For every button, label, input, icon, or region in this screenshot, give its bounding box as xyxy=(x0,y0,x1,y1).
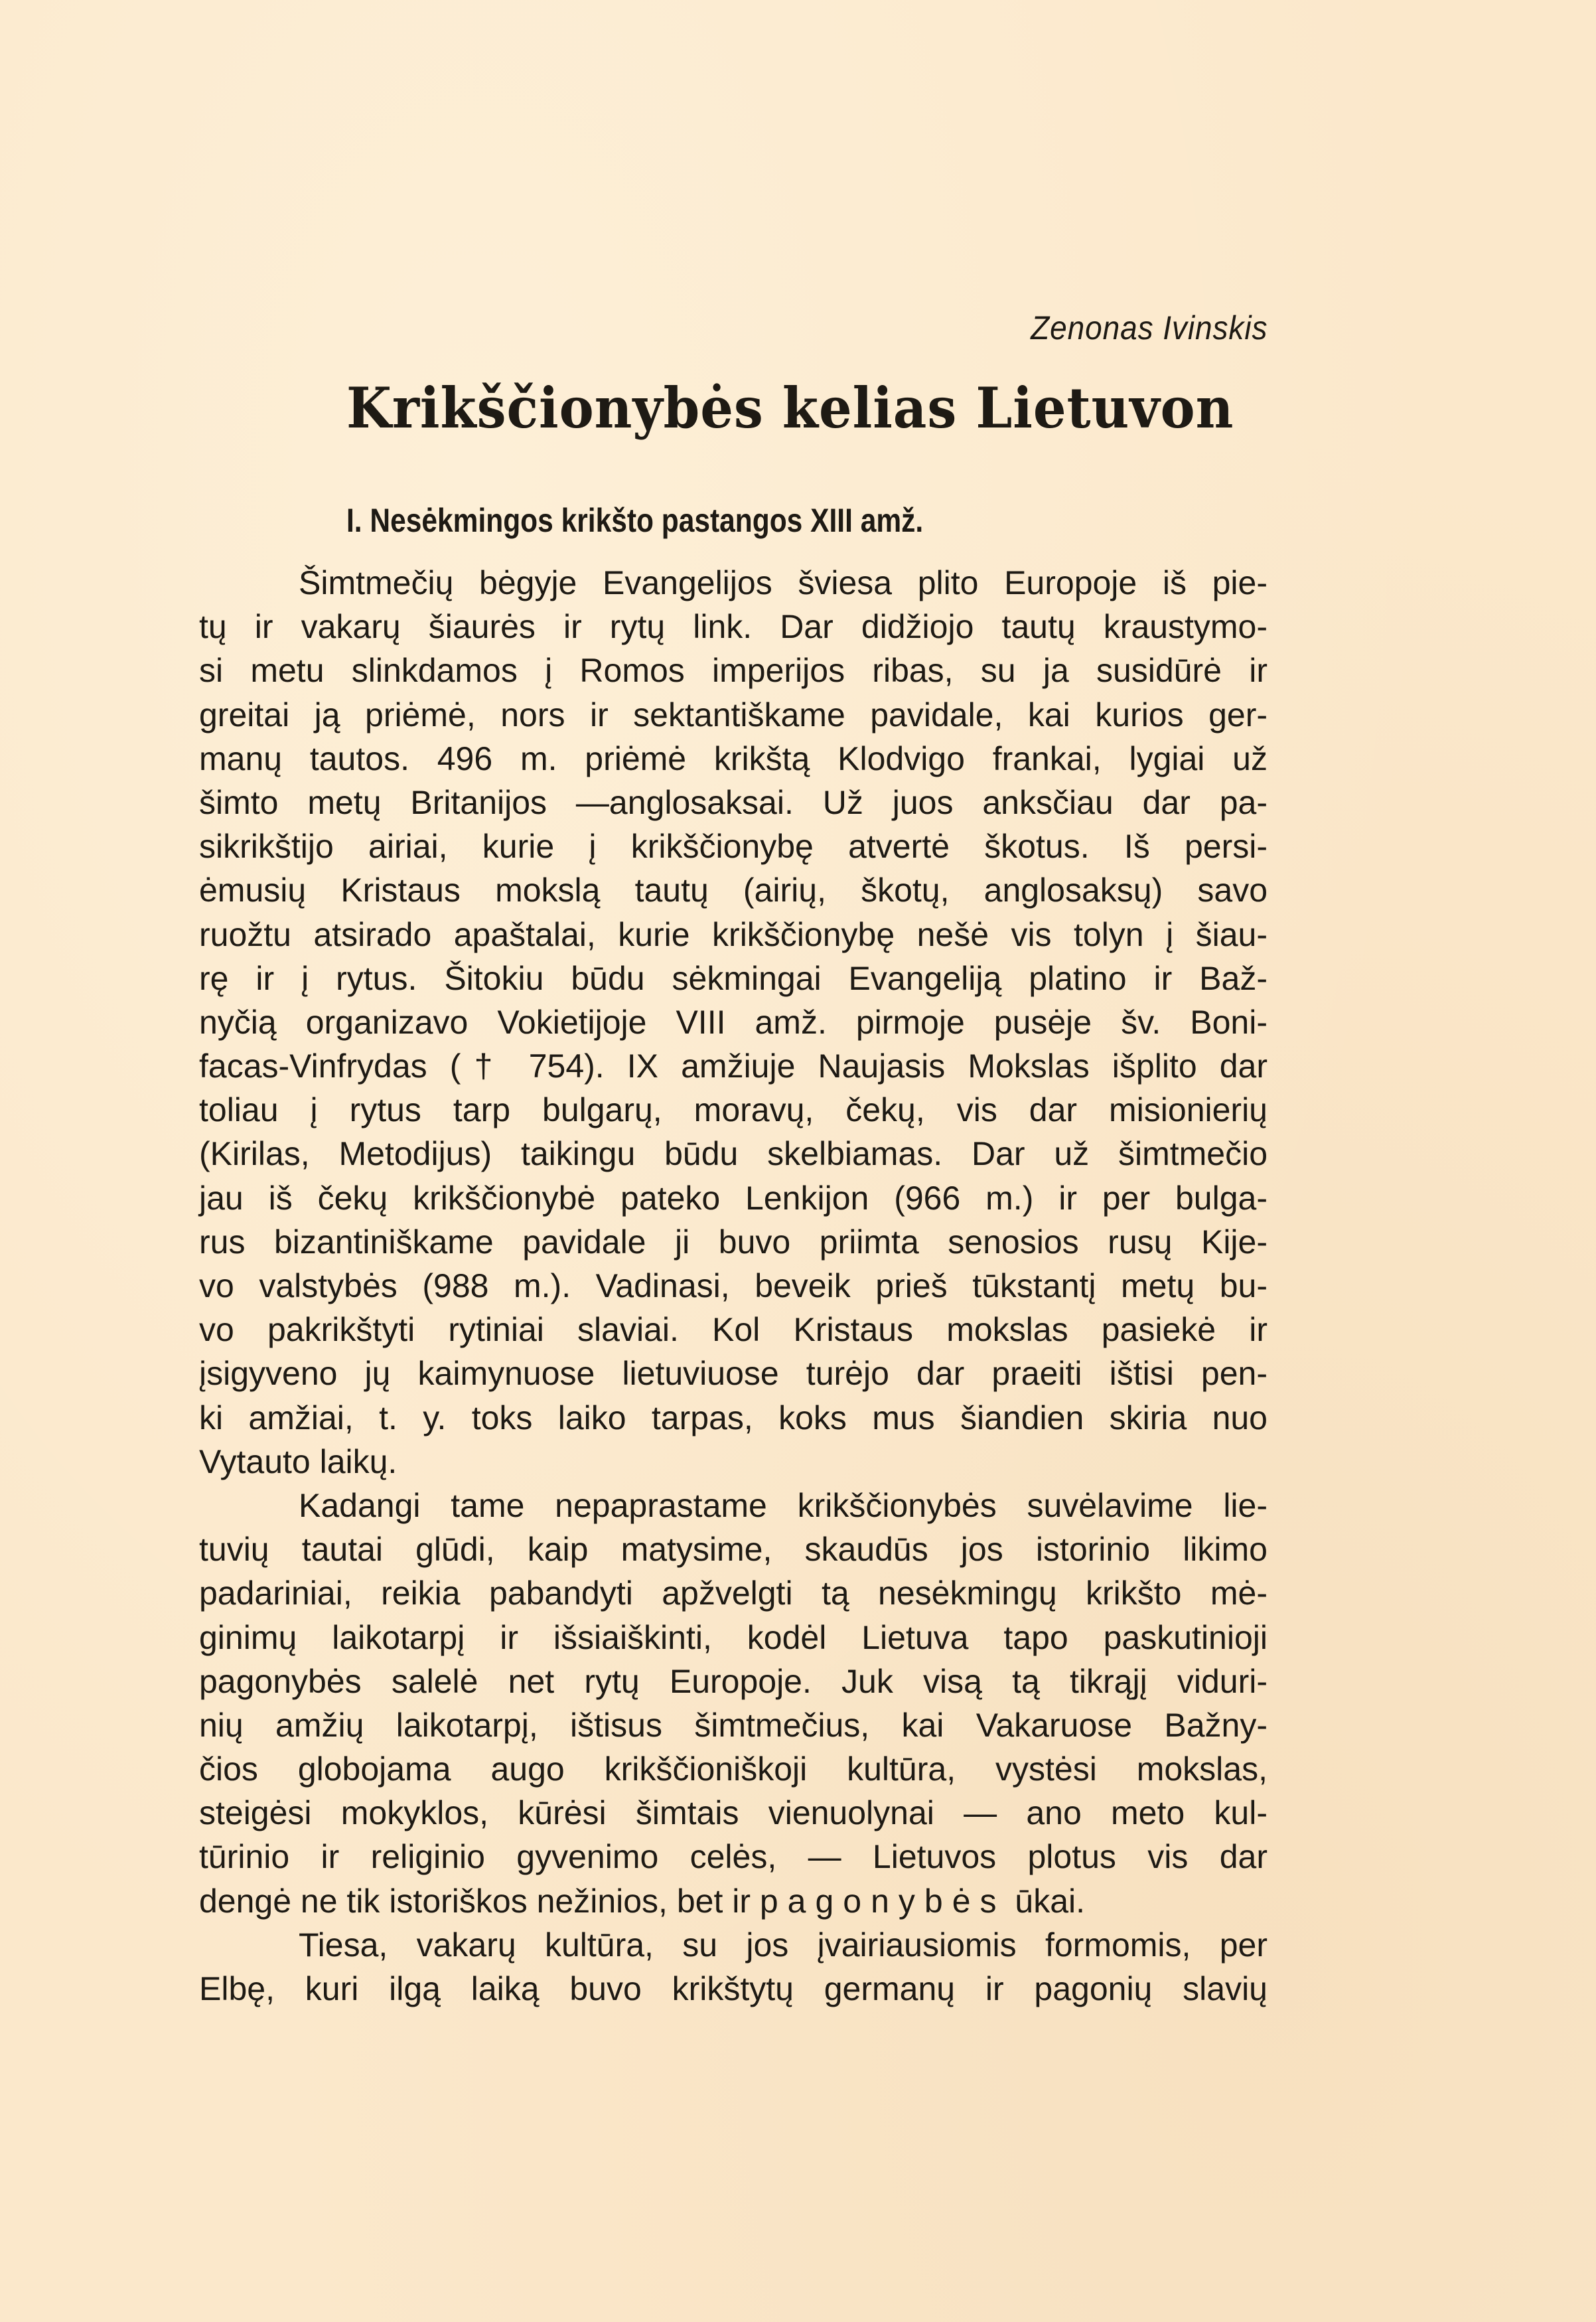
text-line: ki amžiai, t. y. toks laiko tarpas, koks mus šiandien skiria nuo xyxy=(199,1399,1268,1436)
text-line: ginimų laikotarpį ir išsiaiškinti, kodėl Lietuva tapo paskutinioji xyxy=(199,1618,1268,1656)
text-line: sikrikštijo airiai, kurie į krikščionybę atvertė škotus. Iš persi- xyxy=(199,828,1268,866)
paragraph xyxy=(199,561,1268,1484)
text-line: jau iš čekų krikščionybė pateko Lenkijon (966 m.) ir per bulga- xyxy=(199,1179,1268,1217)
text-line: vo valstybės (988 m.). Vadinasi, beveik prieš tūkstantį metų bu- xyxy=(199,1267,1268,1304)
text-line: ruožtu atsirado apaštalai, kurie krikščionybę nešė vis tolyn į šiau- xyxy=(199,915,1268,953)
paragraph xyxy=(199,1484,1268,1923)
text-line: toliau į rytus tarp bulgarų, moravų, čekų, vis dar misionierių xyxy=(199,1091,1268,1129)
text-line: nių amžių laikotarpį, ištisus šimtmečius, kai Vakaruose Bažny- xyxy=(199,1706,1268,1744)
text-line: rę ir į rytus. Šitokiu būdu sėkmingai Evangeliją platino ir Baž- xyxy=(199,959,1268,997)
text-line: Vytauto laikų. xyxy=(199,1442,398,1480)
text-line: manų tautos. 496 m. priėmė krikštą Klodvigo frankai, lygiai už xyxy=(199,739,1268,777)
text-line: (Kirilas, Metodijus) taikingu būdu skelbiamas. Dar už šimtmečio xyxy=(199,1135,1268,1173)
text-line: padariniai, reikia pabandyti apžvelgti tą nesėkmingų krikšto mė- xyxy=(199,1575,1268,1612)
text-line: greitai ją priėmė, nors ir sektantiškame pavidale, kai kurios ger- xyxy=(199,696,1268,734)
article-body xyxy=(199,561,1268,2011)
text-line: įsigyveno jų kaimynuose lietuviuose turėjo dar praeiti ištisi pen- xyxy=(199,1355,1268,1393)
paragraph xyxy=(199,1923,1268,2011)
text-line: tūrinio ir religinio gyvenimo celės, — Lietuvos plotus vis dar xyxy=(199,1838,1268,1876)
text-line: Šimtmečių bėgyje Evangelijos šviesa plito Europoje iš pie- xyxy=(299,564,1268,601)
text-line: facas-Vinfrydas († 754). IX amžiuje Naujasis Mokslas išplito dar xyxy=(199,1047,1268,1085)
text-line: vo pakrikštyti rytiniai slaviai. Kol Kristaus mokslas pasiekė ir xyxy=(199,1311,1268,1349)
author-name: Zenonas Ivinskis xyxy=(1030,309,1268,347)
text-line: pagonybės salelė net rytų Europoje. Juk visą tą tikrąjį viduri- xyxy=(199,1662,1268,1700)
text-line: si metu slinkdamos į Romos imperijos ribas, su ja susidūrė ir xyxy=(199,652,1268,690)
closing-text-before: dengė ne tik istoriškos nežinios, bet ir xyxy=(199,1882,760,1920)
section-heading: I. Nesėkmingos krikšto pastangos XIII amž. xyxy=(346,502,924,539)
text-line: steigėsi mokyklos, kūrėsi šimtais vienuolynai — ano meto kul- xyxy=(199,1794,1268,1832)
text-line: Elbę, kuri ilgą laiką buvo krikštytų germanų ir pagonių slavių xyxy=(199,1970,1268,2007)
text-line: tų ir vakarų šiaurės ir rytų link. Dar didžiojo tautų kraustymo- xyxy=(199,608,1268,646)
closing-text-after: ūkai. xyxy=(1005,1882,1086,1920)
text-line: šimto metų Britanijos —anglosaksai. Už juos anksčiau dar pa- xyxy=(199,783,1268,821)
text-line: Kadangi tame nepaprastame krikščionybės suvėlavime lie- xyxy=(299,1486,1268,1524)
article-title: Krikščionybės kelias Lietuvon xyxy=(346,375,1234,441)
spaced-emphasis: pagonybės xyxy=(759,1882,1006,1920)
text-line: čios globojama augo krikščioniškoji kultūra, vystėsi mokslas, xyxy=(199,1750,1268,1788)
text-line: tuvių tautai glūdi, kaip matysime, skaudūs jos istorinio likimo xyxy=(199,1531,1268,1569)
text-line: ėmusių Kristaus mokslą tautų (airių, škotų, anglosaksų) savo xyxy=(199,872,1268,909)
text-line: nyčią organizavo Vokietijoje VIII amž. pirmoje pusėje šv. Boni- xyxy=(199,1003,1268,1041)
text-line: rus bizantiniškame pavidale ji buvo priimta senosios rusų Kije- xyxy=(199,1223,1268,1261)
text-line xyxy=(199,1879,1268,1923)
text-line: Tiesa, vakarų kultūra, su jos įvairiausiomis formomis, per xyxy=(299,1926,1268,1964)
